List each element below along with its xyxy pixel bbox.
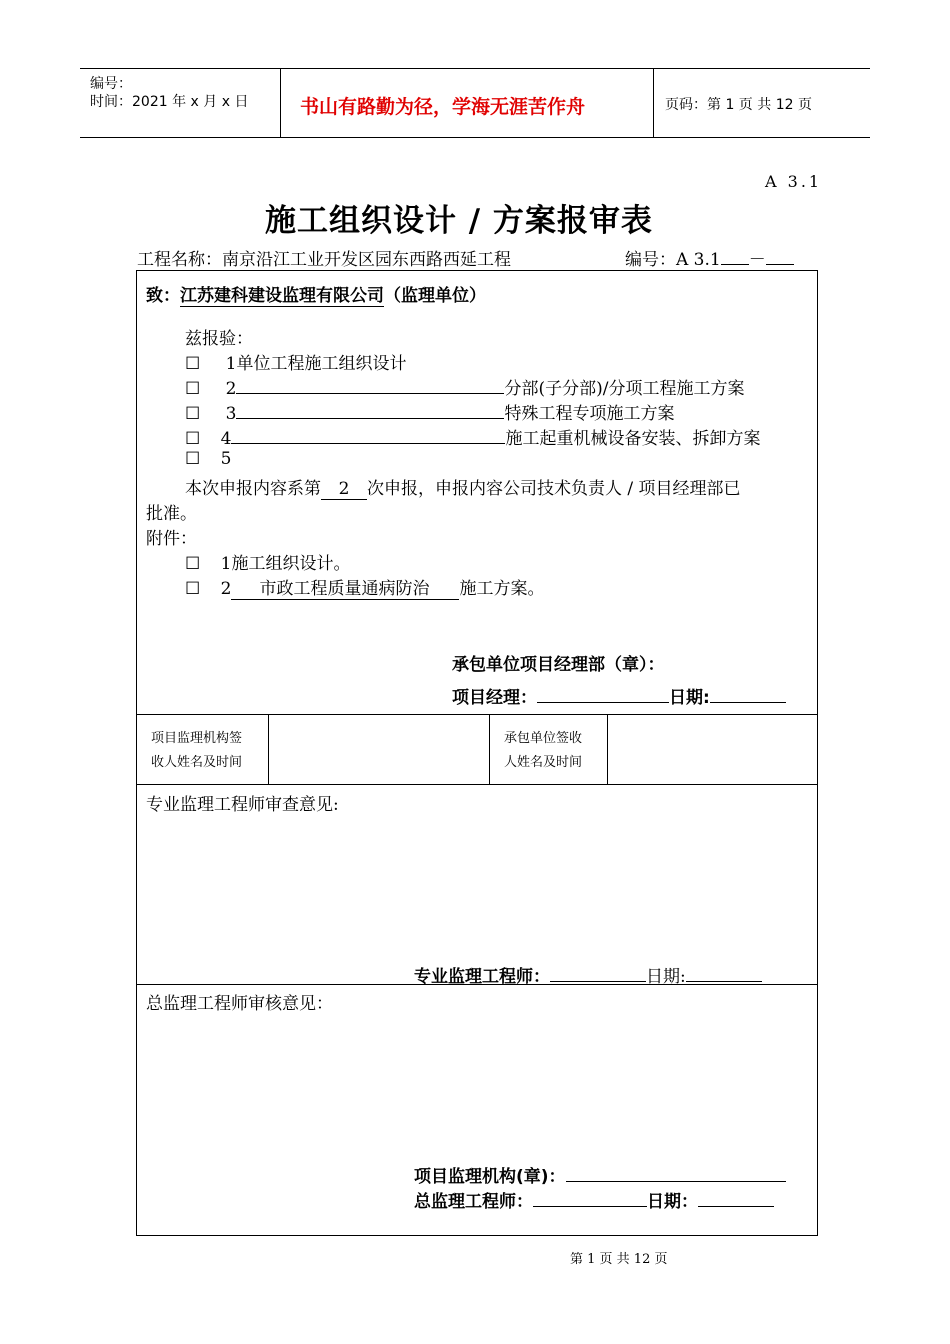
checkbox[interactable]: ☐ <box>185 429 201 449</box>
col-divider <box>489 714 490 784</box>
addressee <box>146 281 486 306</box>
item-text: 单位工程施工组织设计 <box>236 354 407 374</box>
supervisor-sign-line: 收人姓名及时间 <box>151 755 243 770</box>
attachment-text: 施工方案。 <box>459 579 545 599</box>
contractor-dept: 承包单位项目经理部（章）： <box>452 655 665 675</box>
list-item <box>185 374 744 399</box>
chief-opinion-area[interactable] <box>146 1014 806 1154</box>
item-number: 4 <box>220 429 232 449</box>
doc-number <box>625 245 794 270</box>
doc-number-label: 编号：A 3.1 <box>625 250 721 270</box>
attachment-fill[interactable]: 市政工程质量通病防治 <box>231 574 459 600</box>
page-title: 施工组织设计 / 方案报审表 <box>265 203 653 239</box>
project-label: 工程名称： <box>137 250 222 270</box>
row-divider <box>137 784 817 785</box>
chief-label: 总监理工程师： <box>414 1192 533 1212</box>
item-number: 5 <box>220 449 232 469</box>
list-item <box>185 349 406 374</box>
item-blank[interactable] <box>236 400 504 419</box>
chief-opinion-label: 总监理工程师审核意见： <box>146 994 333 1014</box>
doc-number-blank[interactable] <box>766 246 794 265</box>
contractor-sign-line: 人姓名及时间 <box>504 755 583 770</box>
chief-date-blank[interactable] <box>698 1188 774 1207</box>
attachment-number: 1 <box>220 554 232 574</box>
item-number: 3 <box>225 404 237 424</box>
project-name: 南京沿江工业开发区园东西路西延工程 <box>222 250 511 270</box>
pm-date-blank[interactable] <box>710 684 786 703</box>
engineer-sign-line <box>414 962 762 987</box>
checkbox[interactable]: ☐ <box>185 554 201 574</box>
declaration-end: 批准。 <box>146 504 197 524</box>
chief-date-label: 日期： <box>647 1192 698 1212</box>
header-number: 编号： <box>90 76 132 92</box>
checkbox[interactable]: ☐ <box>185 449 201 469</box>
attachment-item <box>185 574 544 600</box>
doc-number-dash: － <box>748 250 766 270</box>
chief-blank[interactable] <box>533 1188 647 1207</box>
doc-number-blank[interactable] <box>721 246 749 265</box>
list-item <box>185 424 760 449</box>
item-text: 特殊工程专项施工方案 <box>504 404 675 424</box>
org-sign-line <box>414 1162 786 1187</box>
engineer-blank[interactable] <box>550 963 646 982</box>
engineer-opinion-area[interactable] <box>146 815 806 955</box>
engineer-date-label: 日期: <box>646 967 686 987</box>
checkbox[interactable]: ☐ <box>185 579 201 599</box>
checkbox[interactable]: ☐ <box>185 379 201 399</box>
header-motto: 书山有路勤为径，学海无涯苦作舟 <box>300 96 586 118</box>
declaration-text: 本次申报内容系第 <box>185 479 321 499</box>
footer-page: 第 1 页 共 12 页 <box>570 1252 668 1267</box>
engineer-label: 专业监理工程师： <box>414 967 550 987</box>
pm-sign-line <box>452 683 786 708</box>
addressee-prefix: 致： <box>146 286 180 306</box>
declaration-text: 次申报，申报内容公司技术负责人 / 项目经理部已 <box>367 479 741 499</box>
item-blank[interactable] <box>231 425 505 444</box>
item-number: 2 <box>225 379 237 399</box>
attachments-label: 附件： <box>146 529 197 549</box>
addressee-company: 江苏建科建设监理有限公司 <box>180 286 384 306</box>
supervisor-sign-label <box>151 727 242 775</box>
list-item <box>185 449 231 469</box>
declaration <box>185 474 741 500</box>
supervisor-sign-cell[interactable] <box>268 714 488 783</box>
attachment-number: 2 <box>220 579 232 599</box>
item-text: 施工起重机械设备安装、拆卸方案 <box>505 429 761 449</box>
org-blank[interactable] <box>566 1163 786 1182</box>
engineer-opinion-label: 专业监理工程师审查意见: <box>146 795 339 815</box>
item-text: 分部(子分部)/分项工程施工方案 <box>504 379 745 399</box>
item-number: 1 <box>225 354 237 374</box>
checkbox[interactable]: ☐ <box>185 404 201 424</box>
attachment-text: 施工组织设计。 <box>231 554 351 574</box>
header-divider <box>653 69 654 137</box>
engineer-date-blank[interactable] <box>686 963 762 982</box>
header-divider <box>280 69 281 137</box>
org-label: 项目监理机构(章)： <box>414 1167 566 1187</box>
checkbox[interactable]: ☐ <box>185 354 201 374</box>
contractor-sign-line: 承包单位签收 <box>504 731 583 746</box>
contractor-sign-cell[interactable] <box>607 714 815 783</box>
doc-code: A 3.1 <box>765 172 823 191</box>
attachment-item <box>185 549 350 574</box>
pm-blank[interactable] <box>537 684 669 703</box>
project-line <box>137 245 511 270</box>
header-time: 时间：2021 年 x 月 x 日 <box>90 94 249 110</box>
contractor-sign-label <box>504 727 582 775</box>
list-item <box>185 399 674 424</box>
header-page: 页码：第 1 页 共 12 页 <box>665 97 812 113</box>
pm-date-label: 日期: <box>669 688 710 708</box>
addressee-suffix: （监理单位） <box>384 286 486 306</box>
chief-sign-line <box>414 1187 774 1212</box>
pm-label: 项目经理： <box>452 688 537 708</box>
item-blank[interactable] <box>236 375 504 394</box>
supervisor-sign-line: 项目监理机构签 <box>151 731 243 746</box>
submit-intro: 兹报验： <box>185 329 253 349</box>
declaration-count[interactable]: 2 <box>321 479 367 500</box>
